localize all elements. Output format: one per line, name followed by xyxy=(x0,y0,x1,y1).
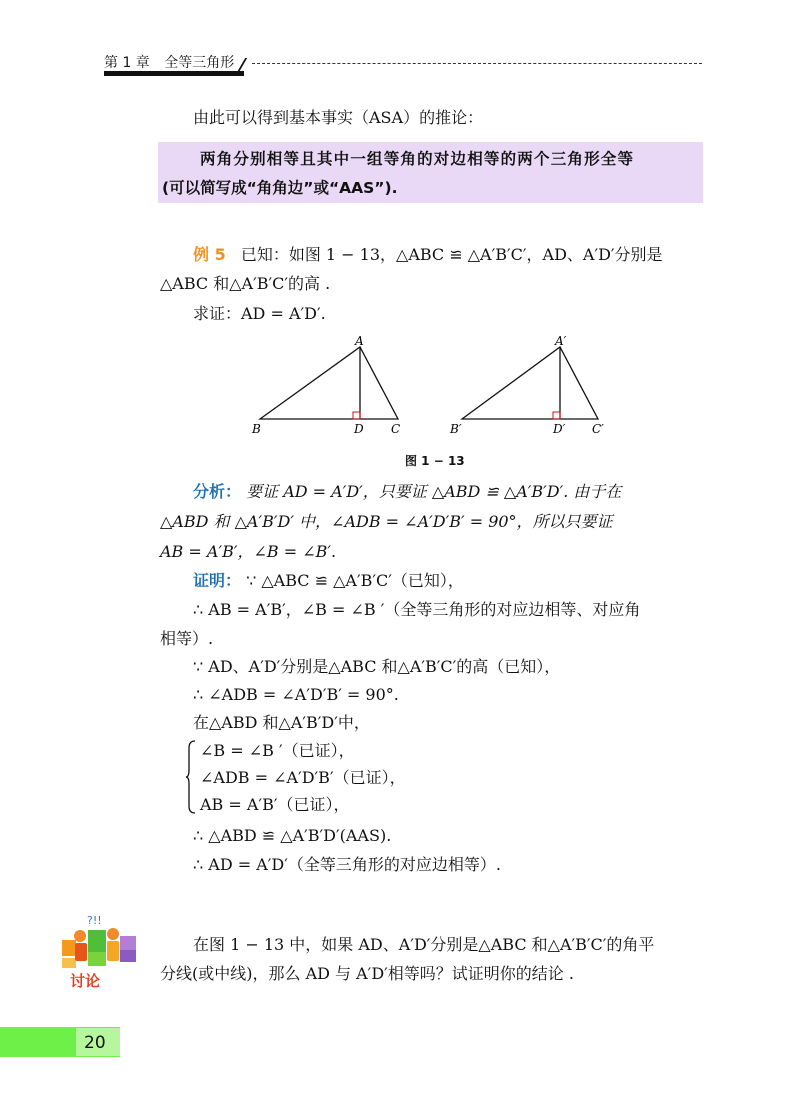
proof-label: 证明： xyxy=(193,571,242,590)
proof-line-1 xyxy=(193,569,464,593)
theorem-line-2: (可以简写成“角角边”或“AAS”). xyxy=(162,179,398,197)
figure-1-13 xyxy=(240,335,620,440)
label-b: B xyxy=(252,422,261,436)
discussion-line-2: 分线(或中线)，那么 AD 与 A′D′相等吗？试证明你的结论 . xyxy=(160,964,574,983)
theorem-line-1: 两角分别相等且其中一组等角的对边相等的两个三角形全等 xyxy=(200,150,635,168)
discussion-icon xyxy=(58,910,143,990)
example-given-line-1 xyxy=(193,243,663,267)
intro-text: 由此可以得到基本事实（ASA）的推论： xyxy=(193,108,484,127)
figure-caption: 图 1 − 13 xyxy=(405,454,465,468)
example-label: 例 5 xyxy=(193,245,226,264)
proof-step-2a: ∴ AB = A′B′，∠B = ∠B ′（全等三角形的对应边相等、对应角 xyxy=(193,600,641,619)
chapter-title: 全等三角形 xyxy=(164,55,235,71)
label-a: A xyxy=(355,335,364,348)
proof-step-2b: 相等）. xyxy=(160,629,214,648)
discussion-icon-label: 讨论 xyxy=(70,972,101,990)
proof-step-7: ∴ AD = A′D′（全等三角形的对应边相等）. xyxy=(193,855,501,874)
label-a-prime: A′ xyxy=(555,335,567,348)
chapter-header xyxy=(104,52,234,72)
proof-step-3: ∵ AD、A′D′分别是△ABC 和△A′B′C′的高（已知）， xyxy=(193,657,561,676)
example-given-line-2: △ABC 和△A′B′C′的高 . xyxy=(160,274,331,293)
chapter-number: 第 1 章 xyxy=(104,55,150,71)
right-angle-mark-d-prime xyxy=(553,412,560,419)
proof-condition-3: AB = A′B′（已证）， xyxy=(200,795,350,814)
analysis-line-3: AB = A′B′，∠B = ∠B′. xyxy=(160,542,337,561)
page-number: 20 xyxy=(84,1033,106,1053)
triangle-abc-outline xyxy=(260,347,398,419)
proof-condition-2: ∠ADB = ∠A′D′B′（已证）， xyxy=(200,768,406,787)
label-c: C xyxy=(391,422,401,436)
svg-text:?!!: ?!! xyxy=(87,914,102,927)
label-b-prime: B′ xyxy=(450,422,462,436)
label-d: D xyxy=(354,422,364,436)
triangle-a-prime-outline xyxy=(462,347,598,419)
analysis-line-1 xyxy=(193,480,621,504)
triangle-a-prime xyxy=(462,347,598,419)
discussion-line-1: 在图 1 − 13 中，如果 AD、A′D′分别是△ABC 和△A′B′C′的角平 xyxy=(193,935,655,954)
analysis-line-2: △ABD 和 △A′B′D′ 中，∠ADB = ∠A′D′B′ = 90°，所以只要证 xyxy=(160,512,613,531)
example-given-text: 已知：如图 1 − 13，△ABC ≌ △A′B′C′，AD、A′D′分别是 xyxy=(240,245,663,264)
analysis-text-1: 要证 AD = A′D′，只要证 △ABD ≌ △A′B′D′. 由于在 xyxy=(246,482,622,501)
example-prove: 求证：AD = A′D′. xyxy=(193,304,326,323)
proof-step-4: ∴ ∠ADB = ∠A′D′B′ = 90°. xyxy=(193,685,399,704)
header-dashed-rule xyxy=(252,63,702,64)
proof-step-1: ∵ △ABC ≌ △A′B′C′（已知）， xyxy=(246,571,464,590)
proof-condition-1: ∠B = ∠B ′（已证）， xyxy=(200,741,355,760)
analysis-label: 分析： xyxy=(193,482,242,501)
label-c-prime: C′ xyxy=(592,422,604,436)
proof-step-5: 在△ABD 和△A′B′D′中， xyxy=(193,713,370,732)
right-angle-mark-d xyxy=(353,412,360,419)
triangle-abc xyxy=(260,347,398,419)
proof-step-6: ∴ △ABD ≌ △A′B′D′(AAS). xyxy=(193,826,392,845)
header-underline xyxy=(104,71,244,76)
label-d-prime: D′ xyxy=(553,422,566,436)
system-brace xyxy=(186,740,196,814)
